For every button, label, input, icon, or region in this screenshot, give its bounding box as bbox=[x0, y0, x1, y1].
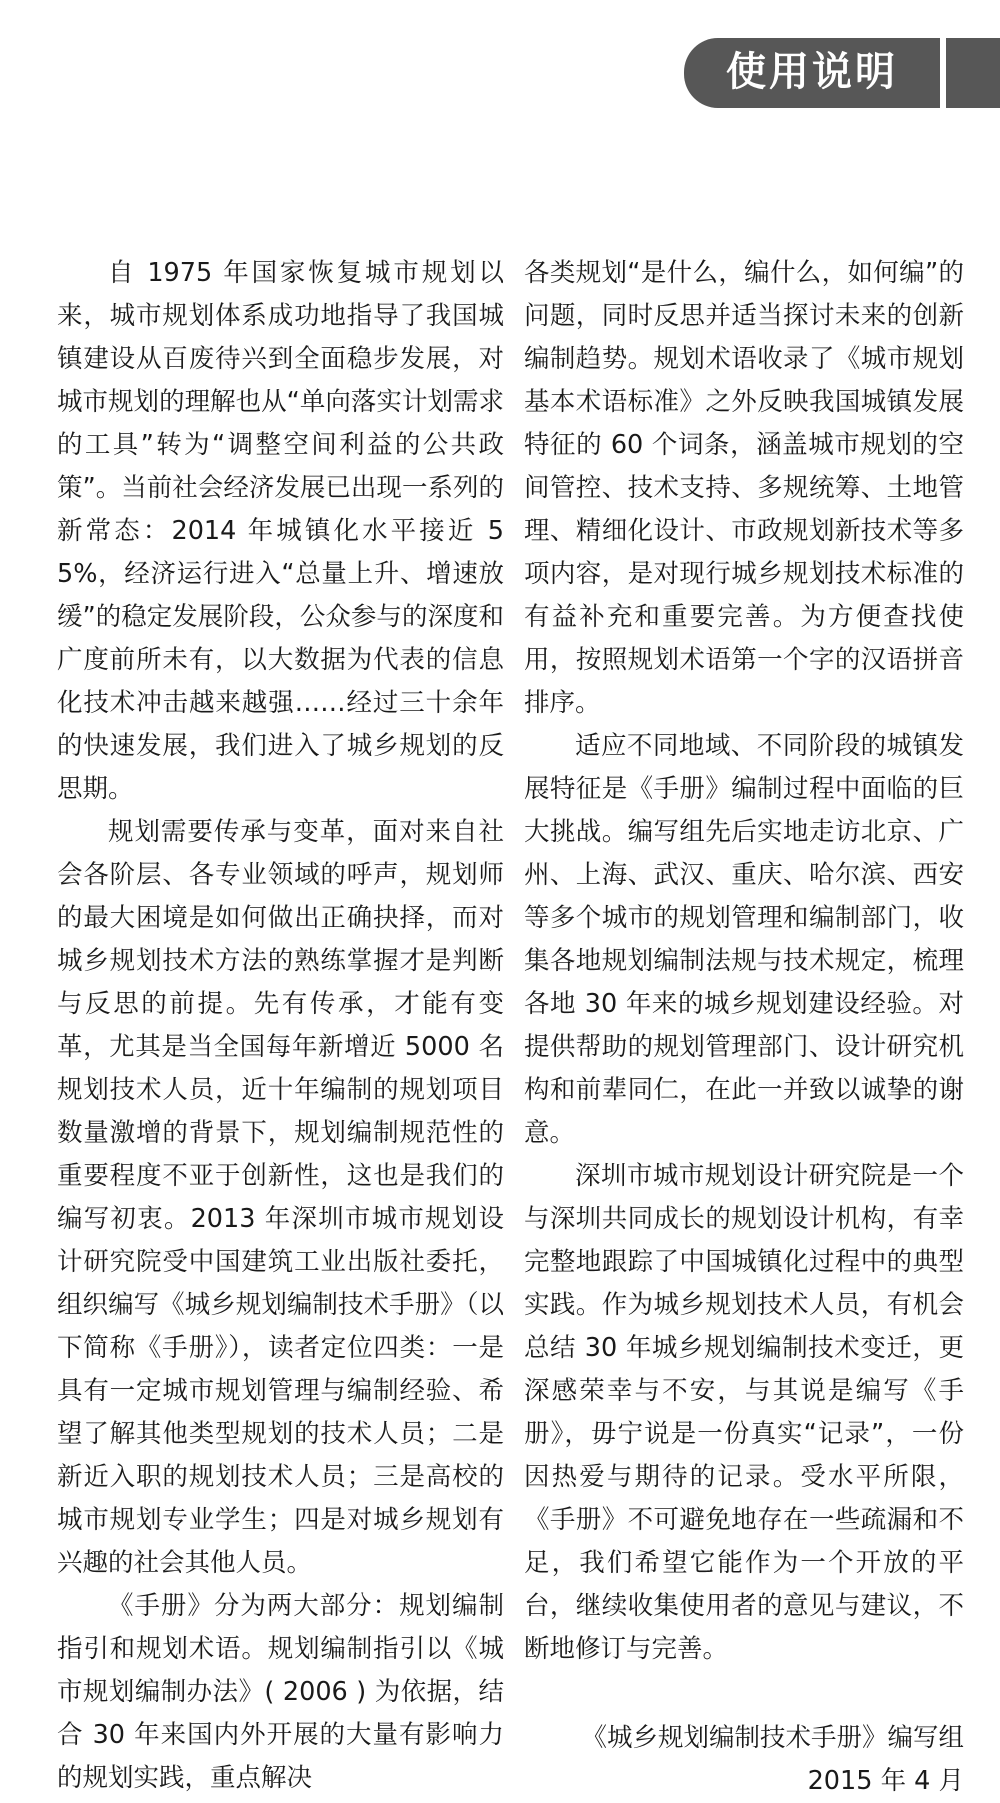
paragraph: 自 1975 年国家恢复城市规划以来，城市规划体系成功地指导了我国城镇建设从百废待兴到全面稳步发展，对城市规划的理解也从“单向落实计划需求的工具”转为“调整空间利益的公共政策”。当前社会经济发展已出现一系列的新常态：2014 年城镇化水平接近 55%，经济运行进入“总量上升、增速放缓”的稳定发展阶段，公众参与的深度和广度前所未有，以大数据为代表的信息化技术冲击越来越强……经过三十余年的快速发展，我们进入了城乡规划的反思期。 bbox=[57, 258, 504, 804]
left-text-column bbox=[57, 252, 504, 1800]
paragraph: 规划需要传承与变革，面对来自社会各阶层、各专业领域的呼声，规划师的最大困境是如何做出正确抉择，而对城乡规划技术方法的熟练掌握才是判断与反思的前提。先有传承，才能有变革，尤其是当全国每年新增近 5000 名规划技术人员，近十年编制的规划项目数量激增的背景下，规划编制规范性的重要程度不亚于创新性，这也是我们的编写初衷。2013 年深圳市城市规划设计研究院受中国建筑工业出版社委托，组织编写《城乡规划编制技术手册》（以下简称《手册》），读者定位四类：一是具有一定城市规划管理与编制经验、希望了解其他类型规划的技术人员；二是新近入职的规划技术人员；三是高校的城市规划专业学生；四是对城乡规划有兴趣的社会其他人员。 bbox=[57, 817, 504, 1578]
paragraph: 各类规划“是什么，编什么，如何编”的问题，同时反思并适当探讨未来的创新编制趋势。规划术语收录了《城市规划基本术语标准》之外反映我国城镇发展特征的 60 个词条，涵盖城市规划的空间管控、技术支持、多规统筹、土地管理、精细化设计、市政规划新技术等多项内容，是对现行城乡规划技术标准的有益补充和重要完善。为方便查找使用，按照规划术语第一个字的汉语拼音排序。 bbox=[524, 258, 964, 718]
right-text-column bbox=[524, 252, 964, 1803]
signature-block bbox=[524, 1717, 964, 1803]
page-title: 使用说明 bbox=[726, 48, 898, 95]
signature-author: 《城乡规划编制技术手册》编写组 bbox=[581, 1723, 964, 1753]
paragraph: 《手册》分为两大部分：规划编制指引和规划术语。规划编制指引以《城市规划编制办法》( 2006 ) 为依据，结合 30 年来国内外开展的大量有影响力的规划实践，重点解决 bbox=[57, 1591, 504, 1793]
paragraph: 适应不同地域、不同阶段的城镇发展特征是《手册》编制过程中面临的巨大挑战。编写组先后实地走访北京、广州、上海、武汉、重庆、哈尔滨、西安等多个城市的规划管理和编制部门，收集各地规划编制法规与技术规定，梳理各地 30 年来的城乡规划建设经验。对提供帮助的规划管理部门、设计研究机构和前辈同仁，在此一并致以诚挚的谢意。 bbox=[524, 731, 964, 1148]
paragraph: 深圳市城市规划设计研究院是一个与深圳共同成长的规划设计机构，有幸完整地跟踪了中国城镇化过程中的典型实践。作为城乡规划技术人员，有机会总结 30 年城乡规划编制技术变迁，更深感荣幸与不安，与其说是编写《手册》，毋宁说是一份真实“记录”，一份因热爱与期待的记录。受水平所限，《手册》不可避免地存在一些疏漏和不足，我们希望它能作为一个开放的平台，继续收集使用者的意见与建议，不断地修订与完善。 bbox=[524, 1161, 964, 1664]
page-header-banner bbox=[0, 38, 1000, 108]
header-accent-block bbox=[946, 38, 1000, 108]
signature-date: 2015 年 4 月 bbox=[807, 1766, 964, 1796]
header-title-bar bbox=[684, 38, 940, 108]
